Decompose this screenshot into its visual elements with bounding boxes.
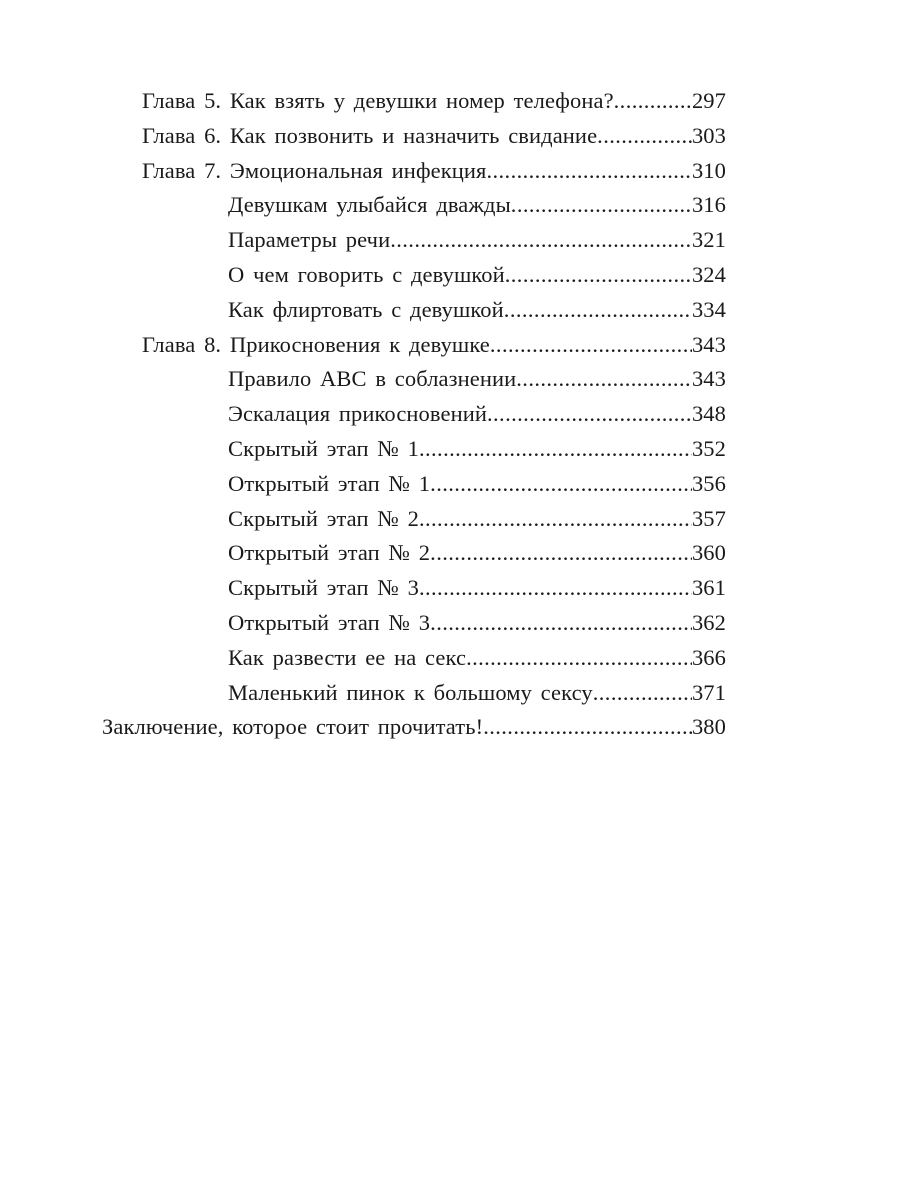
toc-entry-page: 366 [691,644,726,670]
dot-leader [466,641,692,676]
toc-entry [0,293,900,328]
dot-leader [419,432,692,467]
toc-entry-title: Девушкам улыбайся дважды [228,192,511,218]
toc-entry [0,154,900,189]
toc-entry-title: Скрытый этап № 3 [228,575,419,601]
toc-entry-page: 324 [691,261,726,287]
toc-entry-title: Заключение, которое стоит прочитать! [102,714,484,740]
toc-entry [0,188,900,223]
dot-leader [483,710,692,745]
toc-entry-page: 360 [691,540,726,566]
dot-leader [430,536,692,571]
toc-entry-title: Как развести ее на секс [228,644,467,670]
dot-leader [511,188,692,223]
toc-entry-title: Параметры речи [228,227,391,253]
toc-entry-title: Правило АВС в соблазнении [228,366,517,392]
dot-leader [516,362,692,397]
toc-entry [0,362,900,397]
toc-entry-title: Как флиртовать с девушкой [228,296,504,322]
toc-entry-title: Открытый этап № 1 [228,470,431,496]
toc-entry-page: 361 [691,575,726,601]
toc-entry [0,676,900,711]
toc-entry-title: О чем говорить с девушкой [228,261,505,287]
dot-leader [490,328,692,363]
dot-leader [614,84,692,119]
toc-entry [0,432,900,467]
toc-entry-page: 316 [691,192,726,218]
dot-leader [390,223,692,258]
toc-entry-title: Глава 5. Как взять у девушки номер телефона? [142,88,614,113]
toc-entry [0,223,900,258]
toc-entry-title: Маленький пинок к большому сексу [228,679,593,705]
toc-entry-page: 352 [691,435,726,461]
toc-entry [0,710,900,745]
toc-entry-page: 297 [691,88,726,113]
toc-entry [0,571,900,606]
toc-entry-page: 356 [691,470,726,496]
toc-entry [0,502,900,537]
toc-entry-title: Скрытый этап № 1 [228,435,419,461]
dot-leader [419,571,692,606]
toc-entry-title: Открытый этап № 3 [228,609,431,635]
toc-entry [0,641,900,676]
toc-entry-title: Глава 7. Эмоциональная инфекция [142,157,487,183]
toc-entry [0,397,900,432]
toc-entry-page: 380 [691,714,726,740]
dot-leader [419,502,692,537]
toc-entry-title: Глава 8. Прикосновения к девушке [142,331,490,357]
toc-entry-page: 310 [691,157,726,183]
toc-entry-title: Открытый этап № 2 [228,540,431,566]
toc-entry-page: 343 [691,331,726,357]
toc-entry-page: 362 [691,609,726,635]
dot-leader [487,397,692,432]
toc-entry [0,84,900,119]
toc-entry [0,606,900,641]
dot-leader [505,258,692,293]
dot-leader [504,293,692,328]
toc-entry-page: 371 [691,679,726,705]
toc-entry-page: 303 [691,122,726,148]
dot-leader [597,119,692,154]
toc-entry [0,328,900,363]
toc-entry [0,536,900,571]
toc-entry [0,467,900,502]
toc-entry [0,258,900,293]
toc-entry-page: 357 [691,505,726,531]
dot-leader [486,154,691,189]
toc-entry [0,119,900,154]
toc-entry-title: Скрытый этап № 2 [228,505,419,531]
toc-entry-title: Глава 6. Как позвонить и назначить свидание [142,122,598,148]
dot-leader [430,467,692,502]
table-of-contents [0,84,900,745]
toc-entry-title: Эскалация прикосновений [228,401,487,427]
toc-entry-page: 321 [691,227,726,253]
dot-leader [593,676,692,711]
toc-entry-page: 348 [691,401,726,427]
toc-entry-page: 334 [691,296,726,322]
toc-entry-page: 343 [691,366,726,392]
dot-leader [430,606,692,641]
